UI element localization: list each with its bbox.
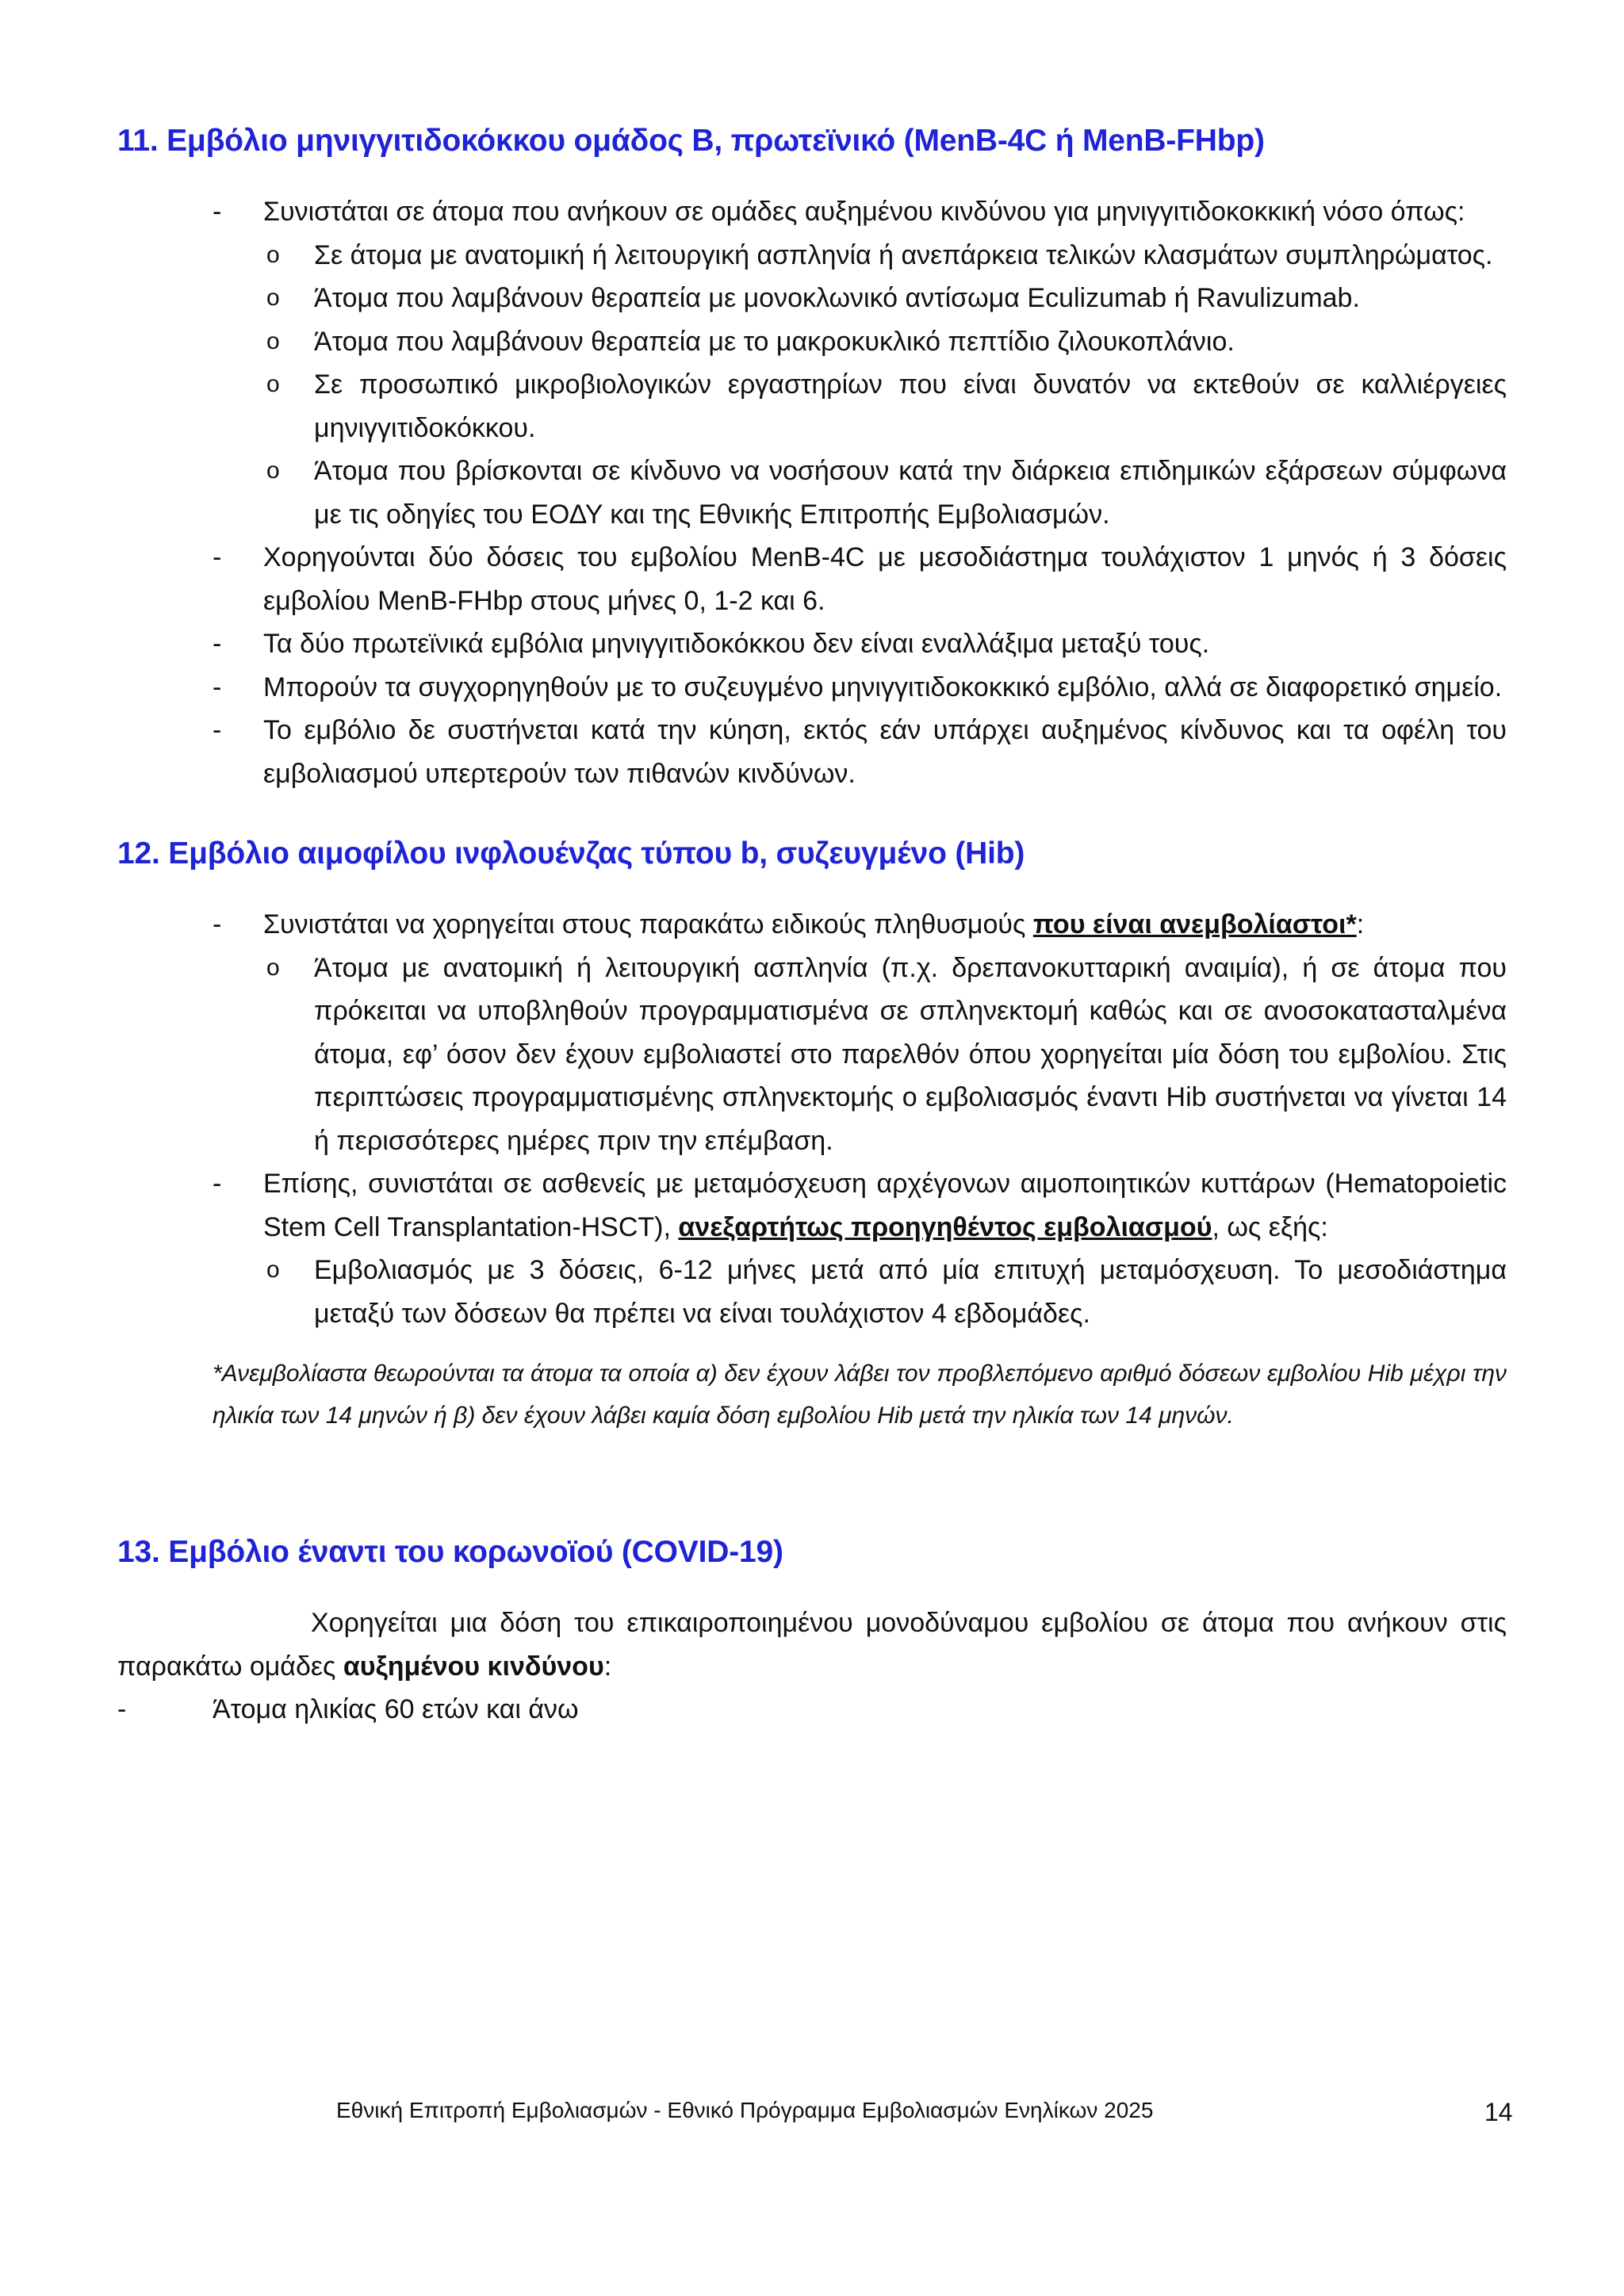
list-item-text: Συνιστάται σε άτομα που ανήκουν σε ομάδες αυξημένου κινδύνου για μηνιγγιτιδοκοκκική νόσο όπως: bbox=[263, 197, 1465, 227]
sub-list-item-text: Άτομα που λαμβάνουν θεραπεία με το μακροκυκλικό πεπτίδιο ζιλουκοπλάνιο. bbox=[314, 326, 1235, 357]
circle-bullet: o bbox=[266, 241, 280, 268]
section-11-heading: 11. Εμβόλιο μηνιγγιτιδοκόκκου ομάδος Β, πρωτεϊνικό (MenB-4C ή MenB-FHbp) bbox=[117, 124, 1265, 158]
sub-list-item bbox=[117, 363, 1507, 450]
circle-bullet: o bbox=[266, 327, 280, 354]
sub-list-item bbox=[117, 320, 1507, 364]
dash-bullet: - bbox=[213, 629, 222, 659]
sub-list-item bbox=[117, 947, 1507, 1163]
list-item-text: Συνιστάται να χορηγείται στους παρακάτω ειδικούς πληθυσμούς bbox=[263, 909, 1033, 939]
footnote-unvaccinated-definition: *Ανεμβολίαστα θεωρούνται τα άτομα τα οποία α) δεν έχουν λάβει τον προβλεπόμενο αριθμό δόσεων εμβολίου Hib μέχρι την ηλικία των 14 μηνών ή β) δεν έχουν λάβει καμία δόση εμβολίου Hib μετά την ηλικία των 14 μηνών. bbox=[213, 1360, 1507, 1429]
section-11-body bbox=[117, 190, 1507, 795]
footer-text: Εθνική Επιτροπή Εμβολιασμών - Εθνικό Πρόγραμμα Εμβολιασμών Ενηλίκων 2025 bbox=[336, 2098, 1154, 2122]
dash-bullet: - bbox=[213, 715, 222, 745]
section-13-body bbox=[117, 1601, 1507, 1732]
list-item-text-end: : bbox=[1356, 909, 1365, 939]
section-12-body bbox=[117, 903, 1507, 1335]
circle-bullet: o bbox=[266, 457, 280, 484]
list-item-text: Τα δύο πρωτεϊνικά εμβόλια μηνιγγιτιδοκόκκου δεν είναι εναλλάξιμα μεταξύ τους. bbox=[263, 629, 1210, 659]
circle-bullet: o bbox=[266, 285, 280, 311]
list-item-text: Το εμβόλιο δε συστήνεται κατά την κύηση, εκτός εάν υπάρχει αυξημένος κίνδυνος και τα οφέλη του εμβολιασμού υπερτερούν των πιθανών κινδύνων. bbox=[263, 715, 1507, 789]
list-item bbox=[117, 190, 1507, 234]
sub-list-item bbox=[117, 277, 1507, 320]
list-item bbox=[117, 536, 1507, 622]
list-item-text-end: , ως εξής: bbox=[1212, 1211, 1328, 1242]
paragraph-text: Χορηγείται μια δόση του επικαιροποιημένου μονοδύναμου εμβολίου σε άτομα που ανήκουν στις παρακάτω ομάδες bbox=[117, 1608, 1507, 1682]
sub-list-item-text: Άτομα με ανατομική ή λειτουργική ασπληνία (π.χ. δρεπανοκυτταρική αναιμία), ή σε άτομα που πρόκειται να υποβληθούν προγραμματισμένα σε σπληνεκτομή καθώς και σε ανοσοκατασταλμένα άτομα, εφ’ όσον δεν έχουν εμβολιαστεί στο παρελθόν όπου χορηγείται μία δόση του εμβολίου. Στις περιπτώσεις προγραμματισμένης σπληνεκτομής ο εμβολιασμός έναντι Hib συστήνεται να γίνεται 14 ή περισσότερες ημέρες πριν την επέμβαση. bbox=[314, 952, 1507, 1156]
page-number: 14 bbox=[1484, 2098, 1513, 2126]
dash-bullet: - bbox=[213, 542, 222, 572]
paragraph-text-end: : bbox=[603, 1651, 612, 1682]
section-13-heading: 13. Εμβόλιο έναντι του κορωνοϊού (COVID-19) bbox=[117, 1535, 783, 1569]
sub-list-item-text: Εμβολιασμός με 3 δόσεις, 6-12 μήνες μετά από μία επιτυχή μεταμόσχευση. Το μεσοδιάστημα μεταξύ των δόσεων θα πρέπει να είναι τουλάχιστον 4 εβδομάδες. bbox=[314, 1255, 1507, 1329]
sub-list-item-text: Σε προσωπικό μικροβιολογικών εργαστηρίων που είναι δυνατόν να εκτεθούν σε καλλιέργειες μηνιγγιτιδοκόκκου. bbox=[314, 369, 1507, 443]
list-item-text: Επίσης, συνιστάται σε ασθενείς με μεταμόσχευση αρχέγονων αιμοποιητικών κυττάρων (Hematopoietic Stem Cell Transplantation-HSCT), bbox=[263, 1169, 1507, 1242]
sub-list-item bbox=[117, 450, 1507, 536]
document-page bbox=[117, 119, 1507, 1732]
sub-list-item-text: Άτομα που λαμβάνουν θεραπεία με μονοκλωνικό αντίσωμα Eculizumab ή Ravulizumab. bbox=[314, 283, 1360, 313]
dash-bullet: - bbox=[213, 1169, 222, 1199]
emphasis-regardless-prior-vaccination: ανεξαρτήτως προηγηθέντος εμβολιασμού bbox=[678, 1211, 1212, 1242]
emphasis-unvaccinated: που είναι ανεμβολίαστοι* bbox=[1032, 909, 1357, 939]
list-item bbox=[117, 1162, 1507, 1249]
list-item-text: Άτομα ηλικίας 60 ετών και άνω bbox=[213, 1694, 579, 1724]
list-item bbox=[117, 903, 1507, 947]
list-item bbox=[117, 709, 1507, 795]
sub-list-item-text: Σε άτομα με ανατομική ή λειτουργική ασπληνία ή ανεπάρκεια τελικών κλασμάτων συμπληρώματος. bbox=[314, 239, 1493, 270]
list-item bbox=[117, 1688, 1507, 1732]
emphasis-increased-risk: αυξημένου κινδύνου bbox=[343, 1651, 604, 1682]
section-12-heading: 12. Εμβόλιο αιμοφίλου ινφλουένζας τύπου b, συζευγμένο (Hib) bbox=[117, 836, 1025, 871]
dash-bullet: - bbox=[117, 1694, 127, 1724]
list-item bbox=[117, 622, 1507, 666]
list-item-text: Χορηγούνται δύο δόσεις του εμβολίου MenB-4C με μεσοδιάστημα τουλάχιστον 1 μηνός ή 3 δόσεις εμβολίου MenB-FHbp στους μήνες 0, 1-2 και 6. bbox=[263, 542, 1507, 616]
sub-list-item bbox=[117, 1249, 1507, 1335]
sub-list-item bbox=[117, 234, 1507, 277]
list-item-text: Μπορούν τα συγχορηγηθούν με το συζευγμένο μηνιγγιτιδοκοκκικό εμβόλιο, αλλά σε διαφορετικό σημείο. bbox=[263, 672, 1503, 702]
paragraph bbox=[117, 1601, 1507, 1688]
dash-bullet: - bbox=[213, 672, 222, 702]
sub-list-item-text: Άτομα που βρίσκονται σε κίνδυνο να νοσήσουν κατά την διάρκεια επιδημικών εξάρσεων σύμφωνα με τις οδηγίες του ΕΟΔΥ και της Εθνικής Επιτροπής Εμβολιασμών. bbox=[314, 456, 1507, 530]
list-item bbox=[117, 666, 1507, 710]
dash-bullet: - bbox=[213, 909, 222, 939]
dash-bullet: - bbox=[213, 197, 222, 227]
circle-bullet: o bbox=[266, 371, 280, 397]
circle-bullet: o bbox=[266, 954, 280, 981]
circle-bullet: o bbox=[266, 1257, 280, 1283]
